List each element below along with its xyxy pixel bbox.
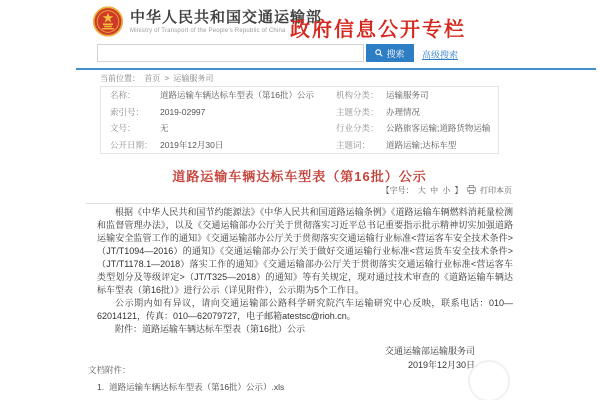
fontsize-prefix: 【字号： bbox=[381, 186, 414, 195]
decorative-circle bbox=[468, 360, 510, 400]
fontsize-suffix: 】 bbox=[454, 186, 463, 195]
meta-value-doc-no: 无 bbox=[160, 123, 169, 134]
meta-value-org-category: 运输服务司 bbox=[386, 90, 429, 101]
meta-value-topic-category: 办理情况 bbox=[386, 106, 421, 117]
meta-label-name: 名称： bbox=[110, 90, 136, 101]
meta-value-index-no: 2019-02997 bbox=[160, 106, 206, 117]
meta-value-publish-date: 2019年12月30日 bbox=[160, 139, 224, 150]
meta-value-keywords: 道路运输;达标车型 bbox=[386, 139, 457, 150]
attachment-file-link[interactable] bbox=[97, 381, 284, 393]
meta-value-name: 道路运输车辆达标车型表（第16批）公示 bbox=[160, 90, 314, 101]
meta-label-industry-category: 行业分类： bbox=[336, 123, 379, 134]
breadcrumb-label: 当前位置： bbox=[100, 74, 140, 83]
meta-row bbox=[101, 120, 498, 137]
meta-row bbox=[101, 137, 498, 154]
document-meta-table bbox=[100, 86, 499, 154]
search-icon bbox=[375, 49, 383, 57]
fontsize-medium-button[interactable]: 中 bbox=[430, 186, 439, 195]
fontsize-small-button[interactable]: 小 bbox=[442, 186, 451, 195]
national-emblem-icon bbox=[92, 5, 124, 38]
header-divider bbox=[76, 68, 596, 70]
advanced-search-link[interactable]: 高级搜索 bbox=[422, 50, 459, 60]
breadcrumb-current[interactable]: 运输服务司 bbox=[173, 74, 214, 83]
search-input[interactable] bbox=[97, 44, 364, 62]
meta-label-org-category: 机构分类： bbox=[336, 90, 379, 101]
document-title: 道路运输车辆达标车型表（第16批）公示 bbox=[172, 169, 427, 184]
meta-label-keywords: 主题词： bbox=[336, 139, 371, 150]
signature-block bbox=[97, 344, 513, 372]
meta-label-index-no: 索引号： bbox=[110, 106, 145, 117]
breadcrumb bbox=[100, 73, 215, 84]
printer-icon bbox=[467, 185, 476, 196]
signature-date: 2019年12月30日 bbox=[407, 360, 475, 370]
meta-row bbox=[101, 87, 498, 104]
paragraph-basis: 根据《中华人民共和国节约能源法》《中华人民共和国道路运输条例》《道路运输车辆燃料消耗量检测和监督管理办法》，以及《交通运输部办公厅关于贯彻落实习近平总书记重要指示批示精神切实加强道路运输安全监管工作的通知》《交通运输部办公厅关于贯彻落实交通运输行业标准<营运客车安全技术条件>（JT/T1094—2016）的通知》《交通运输部办公厅关于做好交通运输行业标准<营运货车安全技术条件>（JT/T1178.1—2018）落实工作的通知》《交通运输部办公厅关于贯彻落实交通运输行业标准<营运客车类型划分及等级评定>（JT/T325—2018）的通知》等有关规定，现对通过技术审查的《道路运输车辆达标车型表（第16批）》进行公示（详见附件），公示期为5个工作日。 bbox=[97, 207, 513, 295]
meta-row bbox=[101, 104, 498, 121]
ministry-name-cn: 中华人民共和国交通运输部 bbox=[130, 9, 323, 26]
fontsize-large-button[interactable]: 大 bbox=[417, 186, 426, 195]
paragraph-contact: 公示期内如有异议，请向交通运输部公路科学研究院汽车运输研究中心反映，联系电话：010—62014121，传真：010—62079727，电子邮箱atestsc@rioh.cn。 bbox=[97, 298, 513, 321]
page-title: 政府信息公开专栏 bbox=[290, 19, 466, 41]
meta-label-doc-no: 文号： bbox=[110, 123, 136, 134]
attachment-index: 1. bbox=[97, 382, 105, 392]
ministry-name-en: Ministry of Transport of the People's Republic of China bbox=[130, 28, 286, 34]
breadcrumb-separator: > bbox=[164, 74, 170, 83]
meta-label-publish-date: 公开日期： bbox=[110, 139, 153, 150]
attachment-file-name: 道路运输车辆达标车型表（第16批）公示）.xls bbox=[109, 382, 285, 392]
article-toolbar bbox=[86, 185, 513, 204]
attachment-reference-line: 附件：道路运输车辆达标车型表（第16批）公示 bbox=[115, 324, 306, 334]
search-button[interactable] bbox=[366, 44, 414, 62]
signature-org: 交通运输部运输服务司 bbox=[384, 346, 475, 356]
article-body bbox=[97, 206, 513, 372]
meta-value-industry-category: 公路旅客运输;道路货物运输 bbox=[386, 123, 491, 134]
attachments-section-title: 文档附件： bbox=[88, 365, 131, 375]
print-page-button[interactable]: 打印本页 bbox=[480, 186, 512, 195]
meta-label-topic-category: 主题分类： bbox=[336, 106, 379, 117]
breadcrumb-home-link[interactable]: 首页 bbox=[144, 74, 161, 83]
search-button-label: 搜索 bbox=[386, 48, 405, 59]
